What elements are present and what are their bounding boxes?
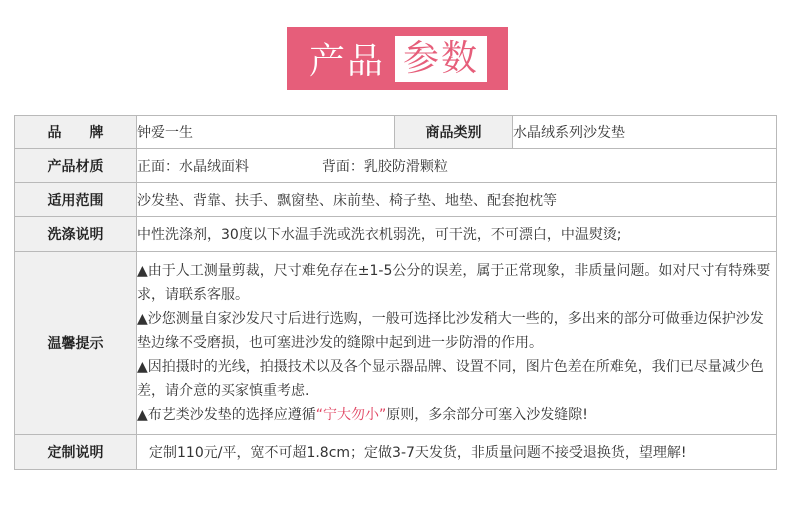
custom-value: 定制110元/平，宽不可超1.8cm；定做3-7天发货，非质量问题不接受退换货，望理解!: [137, 435, 777, 470]
usage-label: 适用范围: [15, 183, 137, 217]
row-custom: [15, 435, 777, 470]
product-spec-table: [14, 115, 777, 470]
tip-note-1: ▲由于人工测量剪裁，尺寸难免存在±1-5公分的误差，属于正常现象，非质量问题。如对尺寸有特殊要求，请联系客服。: [137, 263, 771, 303]
row-brand: [15, 116, 777, 149]
material-back: 背面：乳胶防滑颗粒: [321, 158, 448, 175]
tips-label: 温馨提示: [15, 252, 137, 435]
tips-notes: [137, 252, 777, 435]
row-material: [15, 149, 777, 183]
usage-value: 沙发垫、背靠、扶手、飘窗垫、床前垫、椅子垫、地垫、配套抱枕等: [137, 183, 777, 217]
washing-label: 洗涤说明: [15, 217, 137, 252]
category-value: 水晶绒系列沙发垫: [513, 116, 777, 149]
brand-label: 品 牌: [15, 116, 137, 149]
custom-label: 定制说明: [15, 435, 137, 470]
banner-word-params: 参数: [395, 36, 487, 82]
row-tips: [15, 252, 777, 435]
tip-note-4: [137, 403, 776, 427]
section-title-banner: [287, 27, 508, 90]
tip-note-2: ▲沙您测量自家沙发尺寸后进行选购，一般可选择比沙发稍大一些的，多出来的部分可做垂边保护沙发垫边缘不受磨损，也可塞进沙发的缝隙中起到进一步防滑的作用。: [137, 311, 764, 351]
washing-value: 中性洗涤剂，30度以下水温手洗或洗衣机弱洗，可干洗，不可漂白，中温熨烫;: [137, 217, 777, 252]
material-label: 产品材质: [15, 149, 137, 183]
row-washing: [15, 217, 777, 252]
category-label: 商品类别: [395, 116, 513, 149]
tip-note-4-highlight: “宁大勿小”: [315, 407, 387, 423]
brand-value: 钟爱一生: [137, 116, 395, 149]
row-usage: [15, 183, 777, 217]
material-value: [137, 149, 777, 183]
banner-word-product: 产品: [309, 41, 386, 82]
tip-note-4-post: 原则，多余部分可塞入沙发缝隙!: [386, 407, 588, 423]
material-front: 正面：水晶绒面料: [137, 158, 249, 175]
tip-note-3: ▲因拍摄时的光线，拍摄技术以及各个显示器品牌、设置不同，图片色差在所难免，我们已尽量减少色差，请介意的买家慎重考虑.: [137, 359, 764, 399]
tip-note-4-pre: ▲布艺类沙发垫的选择应遵循: [137, 407, 316, 423]
